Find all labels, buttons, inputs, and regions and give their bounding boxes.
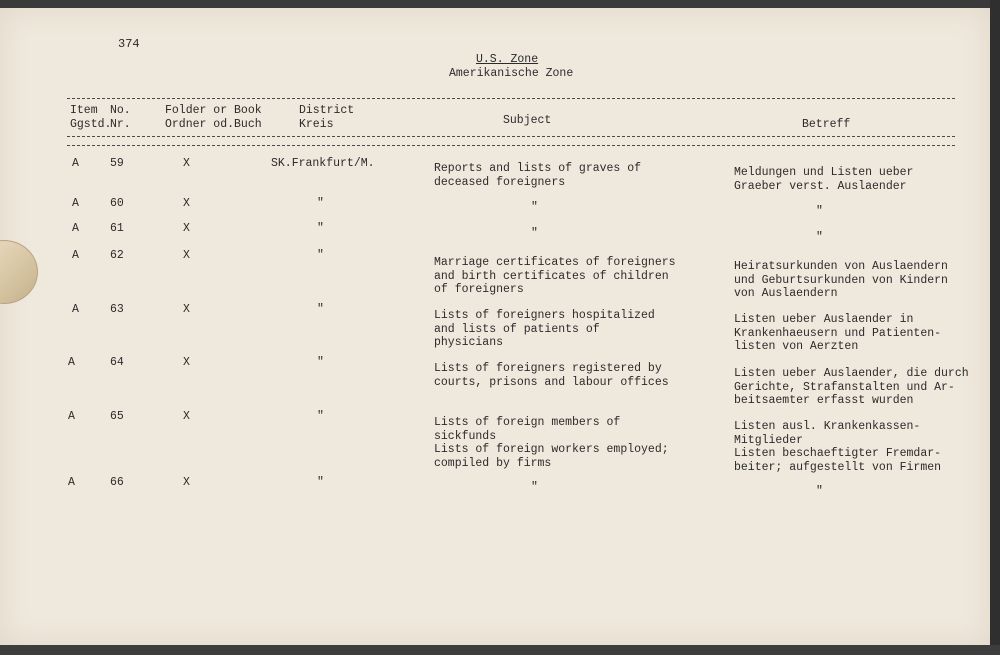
header-folder: Folder or Book Ordner od.Buch bbox=[165, 104, 262, 131]
row-item: A bbox=[72, 222, 79, 235]
row-betreff: " bbox=[816, 485, 823, 498]
row-no: 63 bbox=[110, 303, 124, 316]
row-district: " bbox=[317, 249, 324, 262]
row-folder: X bbox=[183, 157, 190, 170]
row-folder: X bbox=[183, 476, 190, 489]
row-no: 62 bbox=[110, 249, 124, 262]
header-no: No. Nr. bbox=[110, 104, 131, 131]
row-folder: X bbox=[183, 197, 190, 210]
row-subject: Reports and lists of graves of deceased foreigners bbox=[434, 162, 642, 189]
row-item: A bbox=[72, 249, 79, 262]
row-district: " bbox=[317, 197, 324, 210]
header-item: Item Ggstd. bbox=[70, 104, 112, 131]
header-subject: Subject bbox=[503, 114, 552, 127]
row-subject: Marriage certificates of foreigners and birth certificates of children of foreigners bbox=[434, 256, 676, 296]
row-subject: " bbox=[531, 481, 538, 494]
scan-border-right bbox=[990, 0, 1000, 655]
row-betreff: Listen ueber Auslaender, die durch Gerichte, Strafanstalten und Ar- beitsaemter erfasst wurden bbox=[734, 367, 969, 407]
row-item: A bbox=[68, 410, 75, 423]
row-item: A bbox=[72, 197, 79, 210]
header-betreff: Betreff bbox=[802, 118, 851, 131]
row-subject: " bbox=[531, 227, 538, 240]
row-district: " bbox=[317, 410, 324, 423]
row-district: " bbox=[317, 303, 324, 316]
row-no: 61 bbox=[110, 222, 124, 235]
page-number: 374 bbox=[118, 37, 140, 51]
row-district: " bbox=[317, 356, 324, 369]
header-rule-bottom-2 bbox=[67, 145, 955, 146]
row-district: " bbox=[317, 476, 324, 489]
row-item: A bbox=[72, 157, 79, 170]
row-subject: Lists of foreigners hospitalized and lists of patients of physicians bbox=[434, 309, 655, 349]
row-district: SK.Frankfurt/M. bbox=[271, 157, 375, 170]
row-subject: Lists of foreign members of sickfunds Lists of foreign workers employed; compiled by firms bbox=[434, 416, 669, 470]
row-no: 60 bbox=[110, 197, 124, 210]
row-betreff: Listen ueber Auslaender in Krankenhaeusern und Patienten- listen von Aerzten bbox=[734, 313, 942, 353]
row-district: " bbox=[317, 222, 324, 235]
row-no: 65 bbox=[110, 410, 124, 423]
row-betreff: Listen ausl. Krankenkassen- Mitglieder Listen beschaeftigter Fremdar- beiter; aufgestellt von Firmen bbox=[734, 420, 942, 474]
row-item: A bbox=[68, 476, 75, 489]
row-folder: X bbox=[183, 222, 190, 235]
row-folder: X bbox=[183, 356, 190, 369]
row-item: A bbox=[68, 356, 75, 369]
row-item: A bbox=[72, 303, 79, 316]
row-betreff: Meldungen und Listen ueber Graeber verst. Auslaender bbox=[734, 166, 914, 193]
row-no: 59 bbox=[110, 157, 124, 170]
row-folder: X bbox=[183, 303, 190, 316]
scan-border-bottom bbox=[0, 645, 1000, 655]
row-no: 66 bbox=[110, 476, 124, 489]
page-subtitle: Amerikanische Zone bbox=[449, 67, 574, 80]
header-rule-bottom bbox=[67, 136, 955, 137]
row-subject: " bbox=[531, 201, 538, 214]
header-rule-top bbox=[67, 98, 955, 99]
header-district: District Kreis bbox=[299, 104, 355, 131]
row-betreff: " bbox=[816, 231, 823, 244]
row-folder: X bbox=[183, 249, 190, 262]
row-folder: X bbox=[183, 410, 190, 423]
row-no: 64 bbox=[110, 356, 124, 369]
row-subject: Lists of foreigners registered by courts, prisons and labour offices bbox=[434, 362, 669, 389]
row-betreff: Heiratsurkunden von Auslaendern und Geburtsurkunden von Kindern von Auslaendern bbox=[734, 260, 948, 300]
page-title: U.S. Zone bbox=[476, 53, 539, 66]
row-betreff: " bbox=[816, 205, 823, 218]
